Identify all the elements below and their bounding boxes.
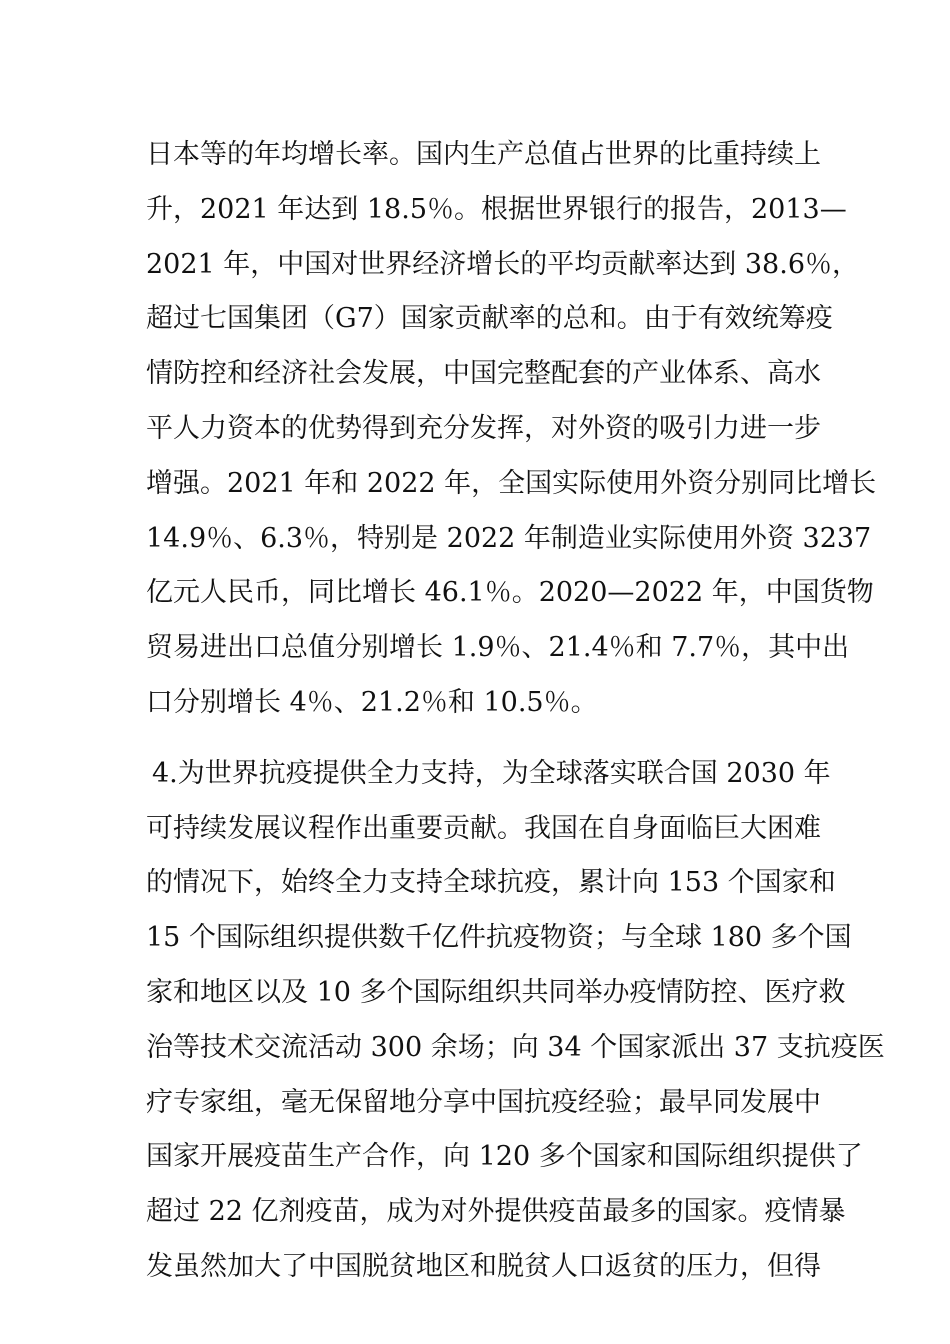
paragraph-1-line: 2021 年，中国对世界经济增长的平均贡献率达到 38.6％， <box>146 248 859 280</box>
paragraph-1-line: 情防控和经济社会发展，中国完整配套的产业体系、高水 <box>146 358 821 390</box>
paragraph-2-line: 发虽然加大了中国脱贫地区和脱贫人口返贫的压力，但得 <box>146 1250 821 1282</box>
paragraph-2-line: 15 个国际组织提供数千亿件抗疫物资；与全球 180 多个国 <box>146 922 852 954</box>
paragraph-1-line: 口分别增长 4％、21.2％和 10.5％。 <box>146 686 598 718</box>
paragraph-1-line: 14.9％、6.3％，特别是 2022 年制造业实际使用外资 3237 <box>146 522 872 554</box>
paragraph-2-line: 家和地区以及 10 多个国际组织共同举办疫情防控、医疗救 <box>146 976 846 1008</box>
body-text <box>98 128 885 1295</box>
paragraph-1-line: 亿元人民币，同比增长 46.1％。2020—2022 年，中国货物 <box>146 577 874 609</box>
paragraph-2-line: 治等技术交流活动 300 余场；向 34 个国家派出 37 支抗疫医 <box>146 1031 885 1063</box>
paragraph-2-line: 可持续发展议程作出重要贡献。我国在自身面临巨大困难 <box>146 812 821 844</box>
paragraph-spacer <box>146 731 810 747</box>
paragraph-2-line: 疗专家组，毫无保留地分享中国抗疫经验；最早同发展中 <box>146 1086 821 1118</box>
paragraph-1-line: 贸易进出口总值分别增长 1.9％、21.4％和 7.7％，其中出 <box>146 632 850 664</box>
paragraph-1 <box>146 128 877 731</box>
paragraph-1-line: 升，2021 年达到 18.5％。根据世界银行的报告，2013— <box>146 193 847 225</box>
paragraph-2-line: 4.为世界抗疫提供全力支持，为全球落实联合国 2030 年 <box>98 757 831 789</box>
paragraph-2-line: 国家开展疫苗生产合作，向 120 多个国家和国际组织提供了 <box>146 1141 863 1173</box>
paragraph-2-line: 超过 22 亿剂疫苗，成为对外提供疫苗最多的国家。疫情暴 <box>146 1196 846 1228</box>
paragraph-1-line: 增强。2021 年和 2022 年，全国实际使用外资分别同比增长 <box>146 467 877 499</box>
paragraph-2-line: 的情况下，始终全力支持全球抗疫，累计向 153 个国家和 <box>146 867 836 899</box>
paragraph-1-line: 日本等的年均增长率。国内生产总值占世界的比重持续上 <box>146 139 821 170</box>
paragraph-1-line: 平人力资本的优势得到充分发挥，对外资的吸引力进一步 <box>146 412 821 444</box>
paragraph-2 <box>98 747 885 1295</box>
paragraph-1-line: 超过七国集团（G7）国家贡献率的总和。由于有效统筹疫 <box>146 303 833 335</box>
